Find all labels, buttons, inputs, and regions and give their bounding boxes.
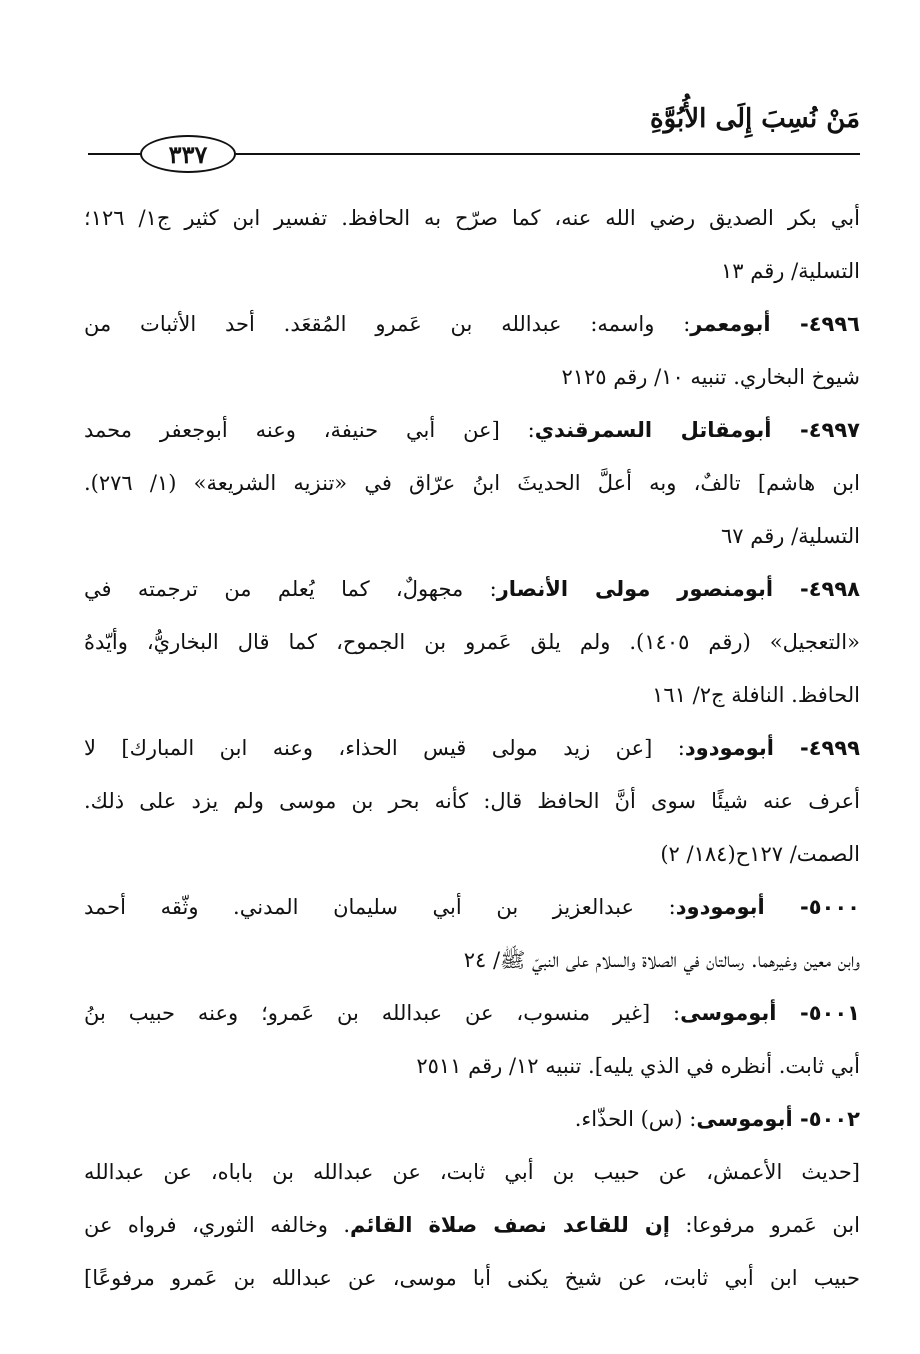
bold-text: ٥٠٠٢- <box>792 1107 860 1131</box>
text-span: : عبدالعزيز بن أبي سليمان المدني. وثّقه أحمد <box>84 895 676 919</box>
bold-text: أبومودود <box>675 895 765 919</box>
text-line <box>84 987 860 1040</box>
text-line <box>84 404 860 457</box>
bold-text: أبوموسى <box>696 1107 793 1131</box>
text-line <box>84 881 860 934</box>
text-span: : واسمه: عبدالله بن عَمرو المُقعَد. أحد الأثبات من <box>84 312 691 336</box>
bold-text: إن للقاعد نصف صلاة القائم <box>350 1213 670 1237</box>
text-span: شيوخ البخاري. تنبيه ١٠/ رقم ٢١٢٥ <box>561 365 860 389</box>
text-span: الحافظ. النافلة ج٢/ ١٦١ <box>652 683 860 707</box>
bold-text: ٤٩٩٨- <box>773 577 860 601</box>
text-line <box>84 1146 860 1199</box>
bold-text: أبومعمر <box>690 312 771 336</box>
text-line <box>84 775 860 828</box>
text-line <box>84 616 860 669</box>
text-line <box>84 298 860 351</box>
bold-text: ٤٩٩٧- <box>771 418 860 442</box>
text-span: ابن هاشم] تالفٌ، وبه أعلَّ الحديثَ ابنُ عرّاق في «تنزيه الشريعة» (١/ ٢٧٦). <box>84 471 860 495</box>
text-line <box>84 457 860 510</box>
text-span: أبي بكر الصديق رضي الله عنه، كما صرّح به الحافظ. تفسير ابن كثير ج١/ ١٢٦؛ <box>84 206 860 230</box>
bold-text: أبومودود <box>684 736 774 760</box>
text-span: : مجهولٌ، كما يُعلم من ترجمته في <box>84 577 497 601</box>
bold-text: أبومنصور مولى الأنصار <box>496 577 774 601</box>
text-span: التسلية/ رقم ١٣ <box>721 259 860 283</box>
page-body-text <box>84 192 860 1305</box>
text-line <box>84 245 860 298</box>
bold-text: ٥٠٠١- <box>776 1001 860 1025</box>
bold-text: أبومقاتل السمرقندي <box>534 418 772 442</box>
text-line <box>84 1199 860 1252</box>
text-span: : [عن أبي حنيفة، وعنه أبوجعفر محمد <box>84 418 535 442</box>
text-span: حبيب ابن أبي ثابت، عن شيخ يكنى أبا موسى، عن عبدالله بن عَمرو مرفوعًا] <box>84 1266 860 1290</box>
text-line <box>84 1093 860 1146</box>
text-line <box>84 1040 860 1093</box>
page-number: ٣٣٧ <box>140 135 236 173</box>
text-line <box>84 828 860 881</box>
bold-text: ٤٩٩٦- <box>770 312 860 336</box>
text-line <box>84 563 860 616</box>
text-span: الصمت/ ١٢٧ح(١٨٤/ ٢) <box>660 842 860 866</box>
bold-text: ٥٠٠٠- <box>764 895 860 919</box>
text-span: ابن عَمرو مرفوعا: <box>669 1213 860 1237</box>
text-span: : (س) الحذّاء. <box>574 1107 697 1131</box>
text-span: أعرف عنه شيئًا سوى أنَّ الحافظ قال: كأنه بحر بن موسى ولم يزد على ذلك. <box>84 789 860 813</box>
text-span: . وخالفه الثوري، فرواه عن <box>84 1213 351 1237</box>
text-line <box>84 934 860 987</box>
text-line <box>84 669 860 722</box>
text-line <box>84 351 860 404</box>
bold-text: ٤٩٩٩- <box>773 736 860 760</box>
text-span: وابن معين وغيرهما. رسالتان في الصلاة والسلام على النبيّ ﷺ/ ٢٤ <box>463 948 860 972</box>
text-span: : [عن زيد مولى قيس الحذاء، وعنه ابن المبارك] لا <box>84 736 685 760</box>
text-span: التسلية/ رقم ٦٧ <box>721 524 860 548</box>
text-span: : [غير منسوب، عن عبدالله بن عَمرو؛ وعنه حبيب بنُ <box>84 1001 681 1025</box>
text-line <box>84 510 860 563</box>
text-span: «التعجيل» (رقم ١٤٠٥). ولم يلق عَمرو بن الجموح، كما قال البخاريُّ، وأيّدهُ <box>84 630 860 654</box>
bold-text: أبوموسى <box>680 1001 777 1025</box>
text-line <box>84 722 860 775</box>
text-span: [حديث الأعمش، عن حبيب بن أبي ثابت، عن عبدالله بن باباه، عن عبدالله <box>84 1160 860 1184</box>
running-header-title: مَنْ نُسِبَ إِلَى الأُبُوَّةِ <box>650 104 860 134</box>
text-line <box>84 192 860 245</box>
text-line <box>84 1252 860 1305</box>
text-span: أبي ثابت. أنظره في الذي يليه]. تنبيه ١٢/ رقم ٢٥١١ <box>416 1054 860 1078</box>
